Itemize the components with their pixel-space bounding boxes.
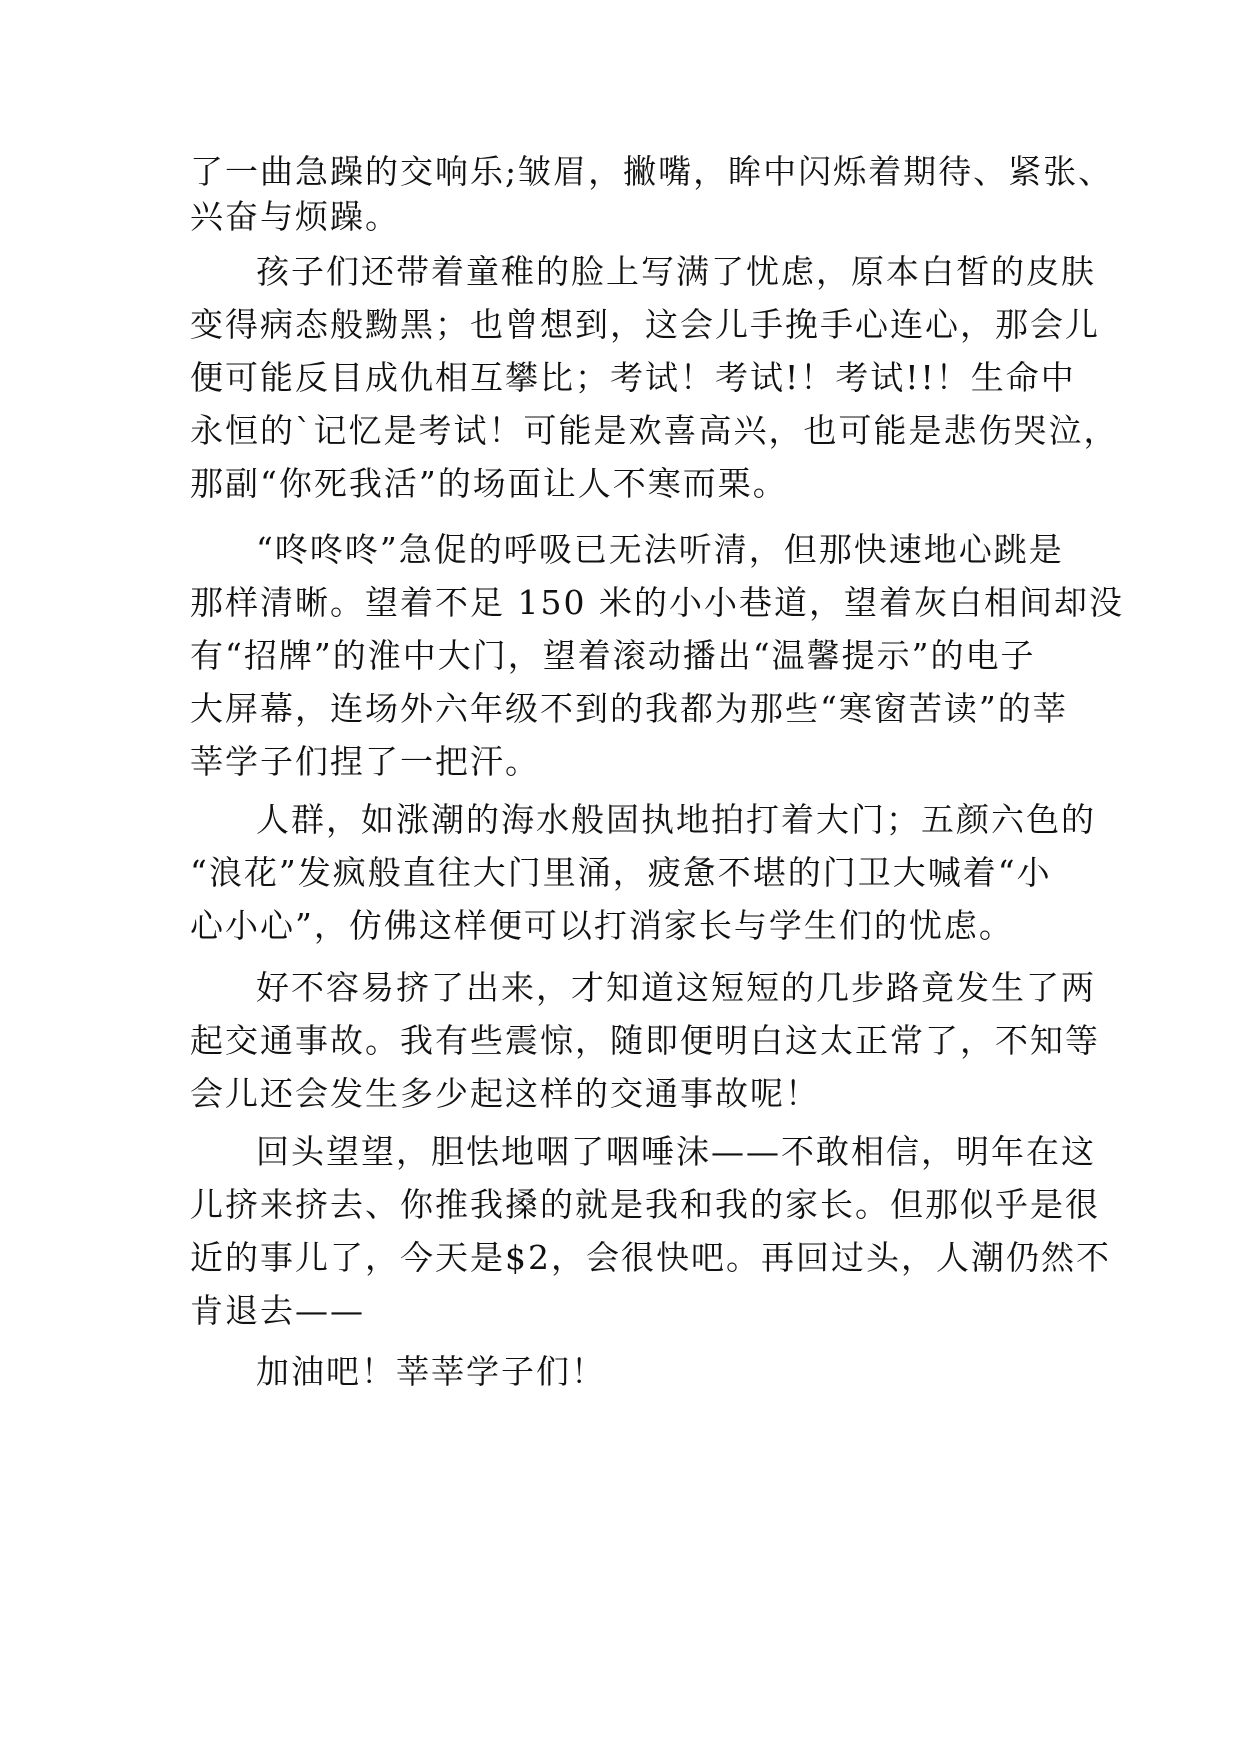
text-line: 变得病态般黝黑；也曾想到，这会儿手挽手心连心，那会儿	[190, 305, 1100, 344]
text-line: “浪花”发疯般直往大门里涌，疲惫不堪的门卫大喊着“小	[190, 853, 1052, 892]
text-line: 近的事儿了，今天是$2，会很快吧。再回过头，人潮仍然不	[190, 1238, 1111, 1277]
text-line: 肯退去——	[190, 1291, 365, 1330]
text-line: 心小心”，仿佛这样便可以打消家长与学生们的忧虑。	[190, 906, 1014, 945]
closing-line: 加油吧！莘莘学子们！	[256, 1352, 606, 1391]
text-line: 那副“你死我活”的场面让人不寒而栗。	[190, 464, 788, 503]
paragraph-start-line: “咚咚咚”急促的呼吸已无法听清，但那快速地心跳是	[256, 530, 1064, 569]
text-line: 起交通事故。我有些震惊，随即便明白这太正常了，不知等	[190, 1021, 1100, 1060]
paragraph-start-line: 孩子们还带着童稚的脸上写满了忧虑，原本白皙的皮肤	[256, 252, 1096, 291]
text-line: 会儿还会发生多少起这样的交通事故呢！	[190, 1074, 820, 1113]
paragraph-start-line: 好不容易挤了出来，才知道这短短的几步路竟发生了两	[256, 968, 1096, 1007]
paragraph-start-line: 人群，如涨潮的海水般固执地拍打着大门；五颜六色的	[256, 800, 1096, 839]
text-line: 兴奋与烦躁。	[190, 197, 400, 236]
text-line: 大屏幕，连场外六年级不到的我都为那些“寒窗苦读”的莘	[190, 689, 1068, 728]
paragraph-start-line: 回头望望，胆怯地咽了咽唾沫——不敢相信，明年在这	[256, 1132, 1096, 1171]
text-line: 莘学子们捏了一把汗。	[190, 742, 540, 781]
text-line: 那样清晰。望着不足 150 米的小小巷道，望着灰白相间却没	[190, 583, 1124, 622]
text-line: 儿挤来挤去、你推我搡的就是我和我的家长。但那似乎是很	[190, 1185, 1100, 1224]
text-line: 有“招牌”的淮中大门，望着滚动播出“温馨提示”的电子	[190, 636, 1036, 675]
text-line: 永恒的`记忆是考试！可能是欢喜高兴，也可能是悲伤哭泣，	[190, 411, 1119, 450]
text-line: 便可能反目成仇相互攀比；考试！考试!！考试!!！生命中	[190, 358, 1076, 397]
text-line: 了一曲急躁的交响乐;皱眉，撇嘴，眸中闪烁着期待、紧张、	[190, 152, 1114, 191]
